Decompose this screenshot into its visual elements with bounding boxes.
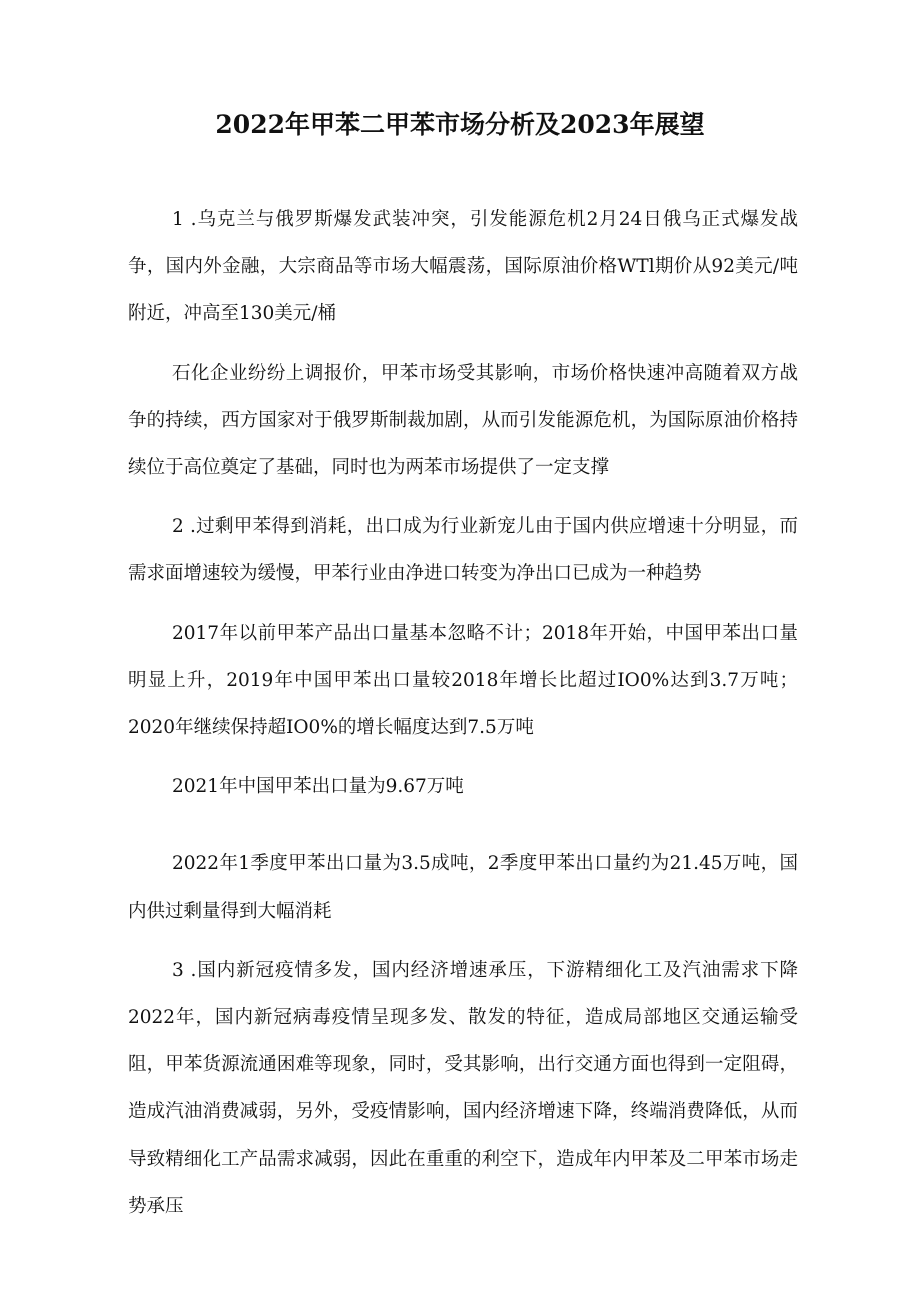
- paragraph-7: 3 .国内新冠疫情多发，国内经济增速承压，下游精细化工及汽油需求下降2022年，国内新冠病毒疫情呈现多发、散发的特征，造成局部地区交通运输受阻，甲苯货源流通困难等现象，同时，受其影响，出行交通方面也得到一定阻碍，造成汽油消费减弱，另外，受疫情影响，国内经济增速下降，终端消费降低，从而导致精细化工产品需求减弱，因此在重重的利空下，造成年内甲苯及二甲苯市场走势承压: [128, 959, 798, 1217]
- paragraph-1: 1 .乌克兰与俄罗斯爆发武装冲突，引发能源危机2月24日俄乌正式爆发战争，国内外金融，大宗商品等市场大幅震荡，国际原油价格WTl期价从92美元/吨附近，冲高至130美元/桶: [128, 209, 798, 325]
- paragraph-2: 石化企业纷纷上调报价，甲苯市场受其影响，市场价格快速冲高随着双方战争的持续，西方国家对于俄罗斯制裁加剧，从而引发能源危机，为国际原油价格持续位于高位奠定了基础，同时也为两苯市场提供了一定支撑: [128, 362, 798, 479]
- paragraph-4: 2017年以前甲苯产品出口量基本忽略不计；2018年开始，中国甲苯出口量明显上升，2019年中国甲苯出口量较2018年增长比超过IO0%达到3.7万吨；2020年继续保持超IO0%的增长幅度达到7.5万吨: [128, 622, 798, 739]
- document-title: 2022年甲苯二甲苯市场分析及2023年展望: [215, 110, 705, 139]
- paragraph-5: 2021年中国甲苯出口量为9.67万吨: [172, 776, 464, 798]
- document-body: [128, 196, 798, 1230]
- paragraph-3: 2 .过剩甲苯得到消耗，出口成为行业新宠儿由于国内供应增速十分明显，而需求面增速较为缓慢，甲苯行业由净进口转变为净出口已成为一种趋势: [128, 516, 798, 585]
- paragraph-6: 2022年1季度甲苯出口量为3.5成吨，2季度甲苯出口量约为21.45万吨，国内供过剩量得到大幅消耗: [128, 853, 798, 922]
